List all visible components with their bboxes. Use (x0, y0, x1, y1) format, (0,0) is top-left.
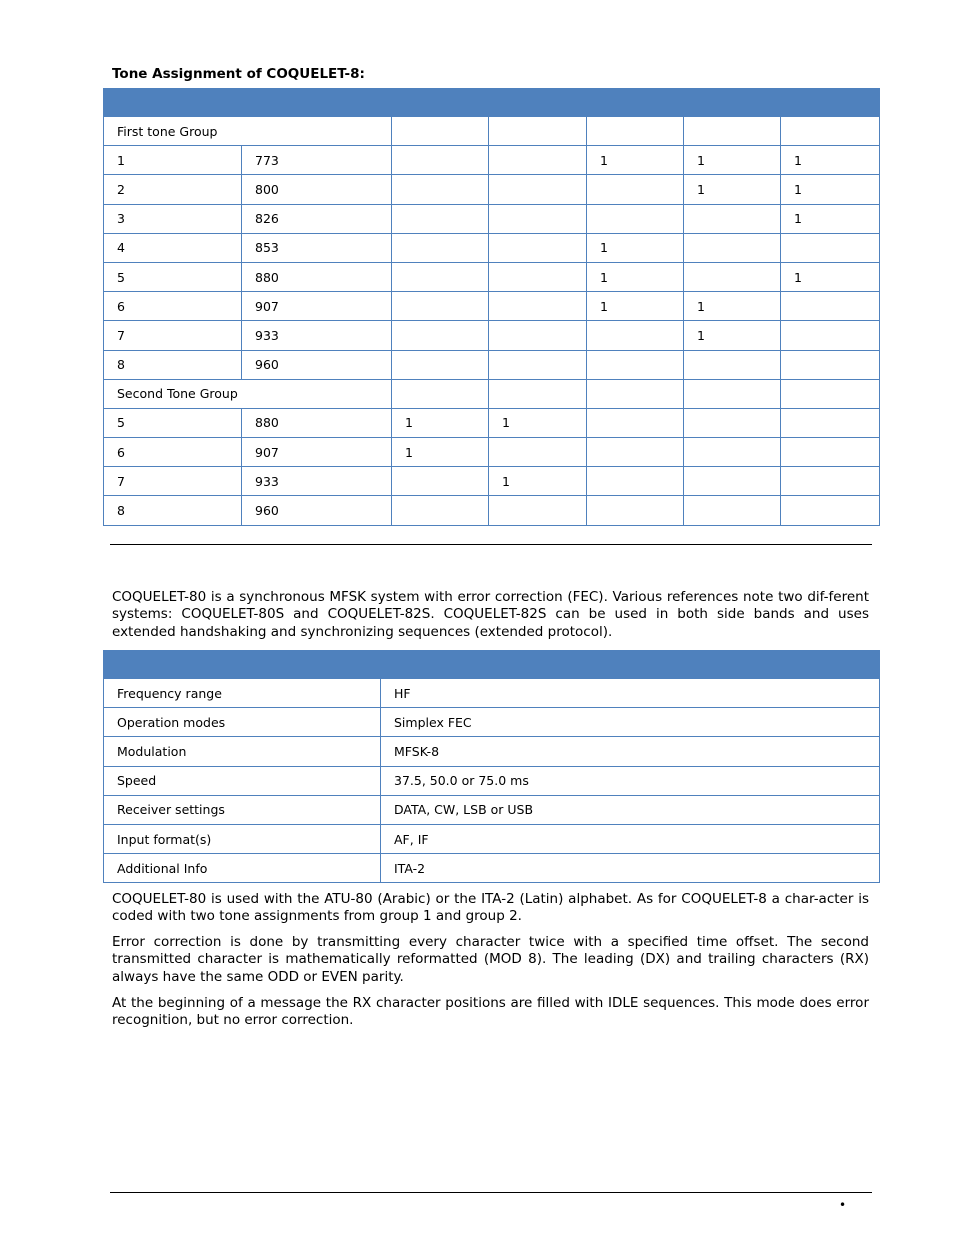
tone-bit-cell (587, 204, 684, 233)
body-paragraph: At the beginning of a message the RX character positions are filled with IDLE sequences. This mode does error recognition, but no error correction. (112, 995, 869, 1029)
tone-bit-cell (489, 438, 587, 467)
tone-bit-cell (587, 350, 684, 379)
tone-row (104, 204, 880, 233)
tone-bit-cell: 1 (587, 233, 684, 262)
tone-bit-cell (587, 175, 684, 204)
tone-row (104, 292, 880, 321)
spec-label-cell: Operation modes (104, 708, 381, 737)
tone-bit-cell (684, 467, 781, 496)
tone-bit-cell (587, 496, 684, 525)
tone-bit-cell: 1 (684, 146, 781, 175)
spec-label-cell: Frequency range (104, 679, 381, 708)
tone-frequency-cell: 960 (242, 496, 392, 525)
empty-cell (684, 379, 781, 408)
tone-bit-cell (489, 146, 587, 175)
spec-row (104, 795, 880, 824)
tone-bit-cell (781, 233, 880, 262)
spec-label-cell: Speed (104, 766, 381, 795)
tone-bit-cell (392, 146, 489, 175)
tone-bit-cell (489, 350, 587, 379)
tone-bit-cell: 1 (489, 467, 587, 496)
tone-number-cell: 6 (104, 438, 242, 467)
footer-bullet: • (839, 1198, 847, 1212)
spec-row (104, 679, 880, 708)
tone-row (104, 496, 880, 525)
tone-number-cell: 5 (104, 408, 242, 437)
spec-row (104, 708, 880, 737)
tone-number-cell: 7 (104, 321, 242, 350)
spec-row (104, 824, 880, 853)
tone-number-cell: 6 (104, 292, 242, 321)
tone-row (104, 262, 880, 291)
spec-table (103, 650, 880, 883)
tone-bit-cell: 1 (781, 204, 880, 233)
tone-bit-cell (587, 408, 684, 437)
tone-number-cell: 4 (104, 233, 242, 262)
tone-bit-cell (781, 321, 880, 350)
empty-cell (684, 117, 781, 146)
tone-bit-cell: 1 (781, 146, 880, 175)
tone-bit-cell (392, 321, 489, 350)
tone-frequency-cell: 907 (242, 292, 392, 321)
spec-row (104, 737, 880, 766)
tone-number-cell: 3 (104, 204, 242, 233)
tone-bit-cell (489, 496, 587, 525)
tone-frequency-cell: 773 (242, 146, 392, 175)
tone-bit-cell: 1 (684, 321, 781, 350)
tone-frequency-cell: 853 (242, 233, 392, 262)
tone-bit-cell (684, 233, 781, 262)
tone-bit-cell (587, 438, 684, 467)
intro-paragraph: COQUELET-80 is a synchronous MFSK system with error correction (FEC). Various references note two dif-ferent systems: COQUELET-80S and COQUELET-82S. COQUELET-82S can be used in both side bands and uses extended handshaking and synchronizing sequences (extended protocol). (112, 589, 869, 640)
tone-bit-cell (489, 321, 587, 350)
tone-bit-cell (684, 262, 781, 291)
empty-cell (587, 117, 684, 146)
tone-bit-cell (781, 350, 880, 379)
table-header-row (104, 89, 880, 117)
tone-frequency-cell: 960 (242, 350, 392, 379)
group-label-row (104, 379, 880, 408)
tone-bit-cell (781, 438, 880, 467)
empty-cell (781, 379, 880, 408)
tone-row (104, 467, 880, 496)
group-label-row (104, 117, 880, 146)
tone-number-cell: 5 (104, 262, 242, 291)
tone-bit-cell (781, 496, 880, 525)
tone-bit-cell (489, 262, 587, 291)
tone-row (104, 233, 880, 262)
footer-rule (110, 1192, 872, 1193)
tone-bit-cell (489, 204, 587, 233)
tone-number-cell: 8 (104, 496, 242, 525)
spec-value-cell: HF (381, 679, 880, 708)
spec-label-cell: Additional Info (104, 854, 381, 883)
tone-bit-cell (781, 467, 880, 496)
tone-frequency-cell: 907 (242, 438, 392, 467)
tone-bit-cell: 1 (781, 175, 880, 204)
tone-bit-cell (392, 292, 489, 321)
tone-bit-cell: 1 (684, 175, 781, 204)
tone-bit-cell (587, 467, 684, 496)
spec-label-cell: Modulation (104, 737, 381, 766)
tone-bit-cell: 1 (392, 408, 489, 437)
tone-bit-cell (684, 204, 781, 233)
tone-frequency-cell: 800 (242, 175, 392, 204)
tone-bit-cell (684, 350, 781, 379)
tone-bit-cell: 1 (587, 146, 684, 175)
tone-bit-cell: 1 (684, 292, 781, 321)
spec-label-cell: Input format(s) (104, 824, 381, 853)
empty-cell (781, 117, 880, 146)
tone-bit-cell (392, 262, 489, 291)
tone-bit-cell: 1 (392, 438, 489, 467)
spec-value-cell: 37.5, 50.0 or 75.0 ms (381, 766, 880, 795)
tone-bit-cell (684, 438, 781, 467)
tone-frequency-cell: 880 (242, 262, 392, 291)
spec-row (104, 854, 880, 883)
tone-number-cell: 2 (104, 175, 242, 204)
tone-bit-cell (489, 233, 587, 262)
tone-row (104, 321, 880, 350)
spec-value-cell: AF, IF (381, 824, 880, 853)
tone-row (104, 175, 880, 204)
tone-bit-cell (587, 321, 684, 350)
empty-cell (587, 379, 684, 408)
body-paragraph: COQUELET-80 is used with the ATU-80 (Arabic) or the ITA-2 (Latin) alphabet. As for COQUELET-8 a char-acter is coded with two tone assignments from group 1 and group 2. (112, 891, 869, 925)
body-paragraph: Error correction is done by transmitting every character twice with a specified time offset. The second transmitted character is mathematically reformatted (MOD 8). The leading (DX) and trailing characters (RX) always have the same ODD or EVEN parity. (112, 934, 869, 985)
tone-frequency-cell: 933 (242, 467, 392, 496)
tone-bit-cell: 1 (781, 262, 880, 291)
tone-row (104, 408, 880, 437)
spec-value-cell: DATA, CW, LSB or USB (381, 795, 880, 824)
tone-frequency-cell: 880 (242, 408, 392, 437)
tone-bit-cell (392, 233, 489, 262)
tone-bit-cell (392, 350, 489, 379)
spec-label-cell: Receiver settings (104, 795, 381, 824)
tone-bit-cell (489, 175, 587, 204)
tone-number-cell: 8 (104, 350, 242, 379)
spec-value-cell: Simplex FEC (381, 708, 880, 737)
tone-bit-cell (392, 496, 489, 525)
tone-bit-cell: 1 (587, 262, 684, 291)
group-label-cell: First tone Group (104, 117, 392, 146)
tone-bit-cell (684, 496, 781, 525)
tone-frequency-cell: 933 (242, 321, 392, 350)
tone-bit-cell (781, 292, 880, 321)
tone-bit-cell (392, 204, 489, 233)
tone-bit-cell (781, 408, 880, 437)
empty-cell (489, 117, 587, 146)
empty-cell (489, 379, 587, 408)
spec-value-cell: MFSK-8 (381, 737, 880, 766)
tone-row (104, 438, 880, 467)
empty-cell (392, 379, 489, 408)
tone-row (104, 146, 880, 175)
tone-bit-cell (684, 408, 781, 437)
group-label-cell: Second Tone Group (104, 379, 392, 408)
section-heading: Tone Assignment of COQUELET-8: (112, 66, 365, 82)
tone-row (104, 350, 880, 379)
tone-bit-cell (489, 292, 587, 321)
tone-frequency-cell: 826 (242, 204, 392, 233)
tone-bit-cell (392, 175, 489, 204)
tone-number-cell: 7 (104, 467, 242, 496)
empty-cell (392, 117, 489, 146)
tone-number-cell: 1 (104, 146, 242, 175)
tone-bit-cell (392, 467, 489, 496)
tone-assignment-table (103, 88, 880, 526)
table-header-row (104, 651, 880, 679)
tone-bit-cell: 1 (489, 408, 587, 437)
spec-row (104, 766, 880, 795)
spec-value-cell: ITA-2 (381, 854, 880, 883)
tone-bit-cell: 1 (587, 292, 684, 321)
divider (110, 544, 872, 545)
